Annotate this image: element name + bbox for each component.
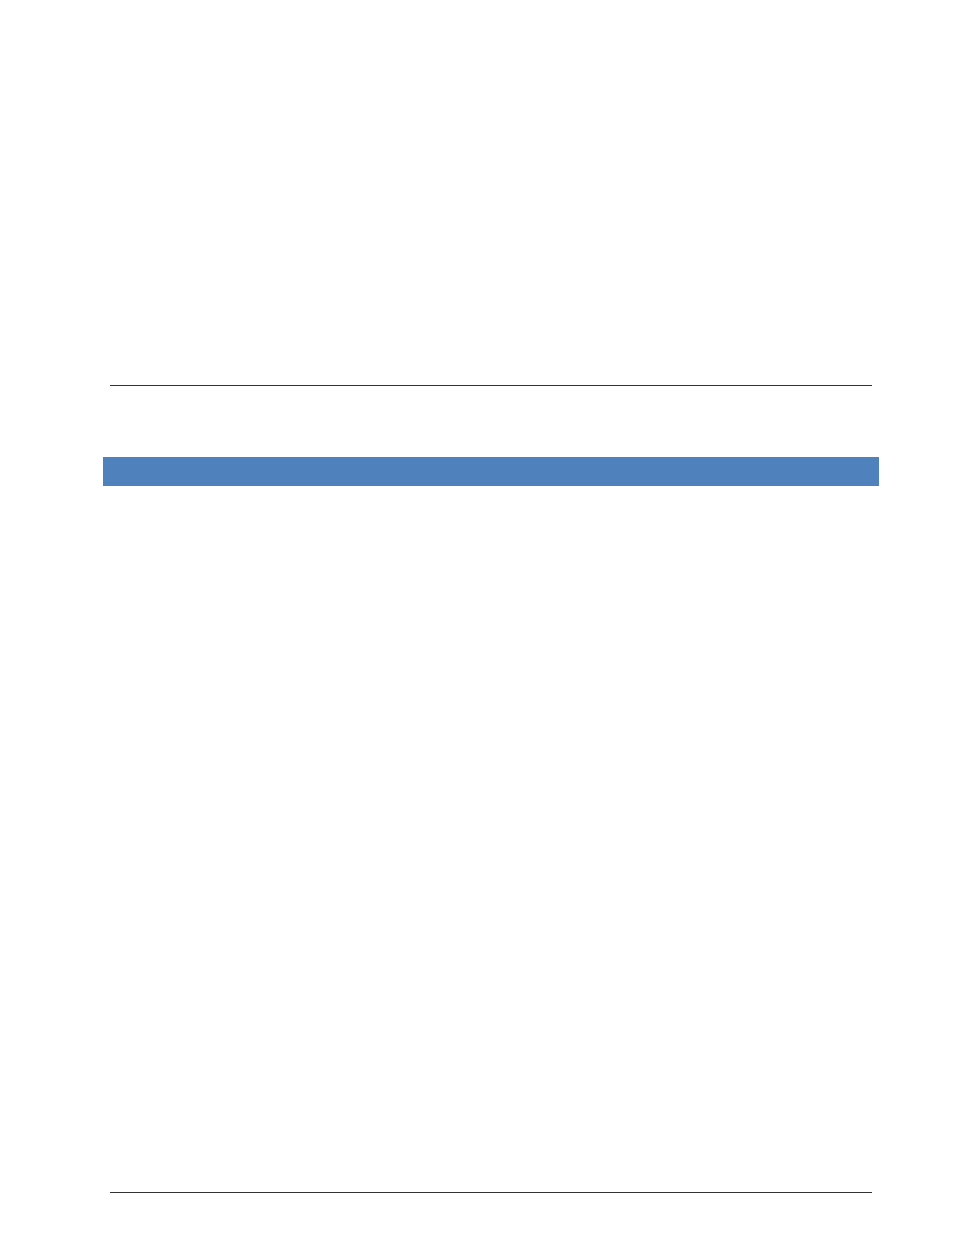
spec-header-cell — [491, 458, 879, 486]
spec-table-header — [104, 458, 879, 486]
spec-table — [103, 457, 879, 486]
spec-header-cell — [104, 458, 492, 486]
lower-text-block — [112, 758, 870, 767]
section-divider — [110, 385, 872, 386]
frame-format-diagram — [112, 898, 472, 984]
footer-divider — [110, 1192, 872, 1193]
bottom-text-block — [112, 995, 870, 1004]
